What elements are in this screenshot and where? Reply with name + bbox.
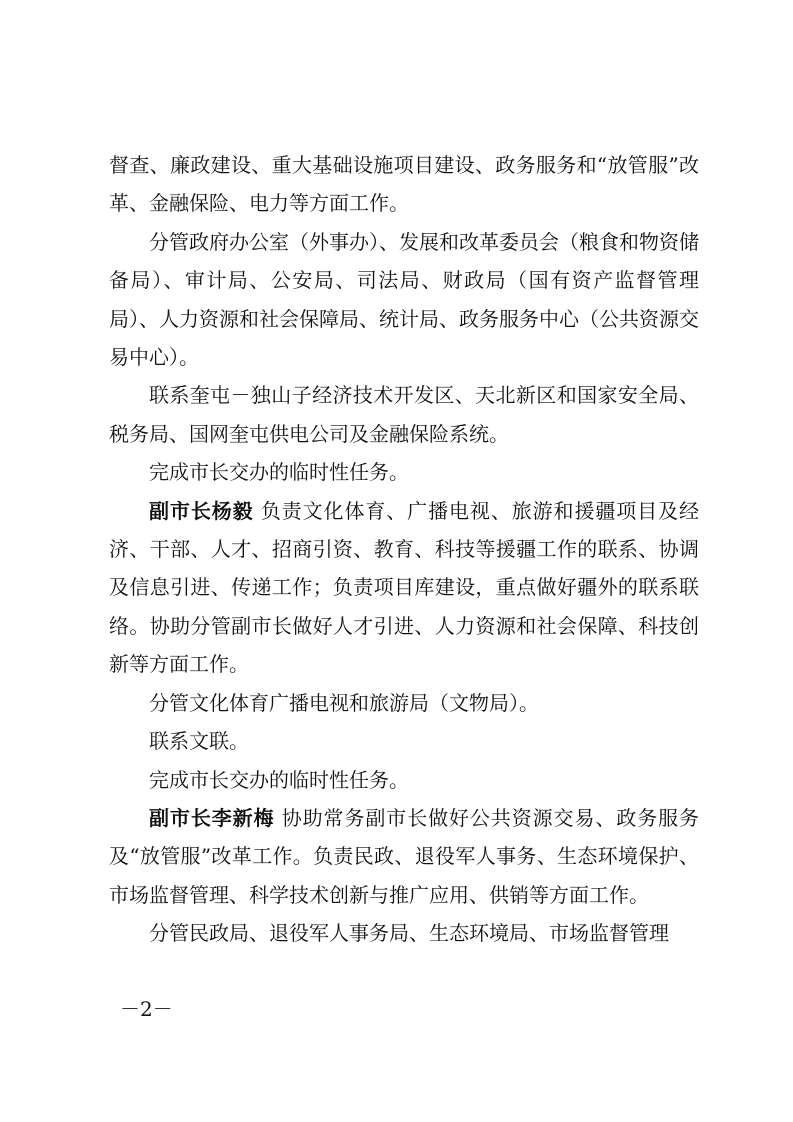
paragraph-liaison-units [109,722,699,760]
paragraph-supervised-departments [109,223,699,377]
paragraph-supervised-departments [109,914,699,952]
paragraph-text: 分管政府办公室（外事办）、发展和改革委员会（粮食和物资储备局）、审计局、公安局、司法局、财政局（国有资产监督管理局）、人力资源和社会保障局、统计局、政务服务中心（公共资源交易中心）。 [109,229,699,370]
paragraph-text: 完成市长交办的临时性任务。 [149,460,409,485]
page-number: －2－ [120,997,173,1021]
paragraph-vice-mayor-yang [109,492,699,684]
paragraph-text: 联系奎屯－独山子经济技术开发区、天北新区和国家安全局、税务局、国网奎屯供电公司及金融保险系统。 [109,383,699,446]
paragraph-supervised-departments [109,684,699,722]
paragraph-text: 督查、廉政建设、重大基础设施项目建设、政务服务和“放管服”改革、金融保险、电力等方面工作。 [109,153,699,216]
official-name-heading: 副市长李新梅 [149,805,275,830]
official-name-heading: 副市长杨毅 [149,498,254,523]
paragraph-liaison-units [109,376,699,453]
paragraph-vice-mayor-li [109,799,699,914]
paragraph-text: 负责文化体育、广播电视、旅游和援疆项目及经济、干部、人才、招商引资、教育、科技等援疆工作的联系、协调及信息引进、传递工作；负责项目库建设，重点做好疆外的联系联络。协助分管副市长做好人才引进、人力资源和社会保障、科技创新等方面工作。 [109,498,699,677]
paragraph-temporary-tasks [109,453,699,491]
document-body [109,146,699,953]
paragraph-text: 分管文化体育广播电视和旅游局（文物局）。 [149,690,539,715]
paragraph-text: 联系文联。 [149,729,249,754]
paragraph-temporary-tasks [109,761,699,799]
paragraph-continuation [109,146,699,223]
paragraph-text: 协助常务副市长做好公共资源交易、政务服务及“放管服”改革工作。负责民政、退役军人事务、生态环境保护、市场监督管理、科学技术创新与推广应用、供销等方面工作。 [109,805,700,907]
paragraph-text: 完成市长交办的临时性任务。 [149,767,409,792]
paragraph-text: 分管民政局、退役军人事务局、生态环境局、市场监督管理 [149,921,669,946]
